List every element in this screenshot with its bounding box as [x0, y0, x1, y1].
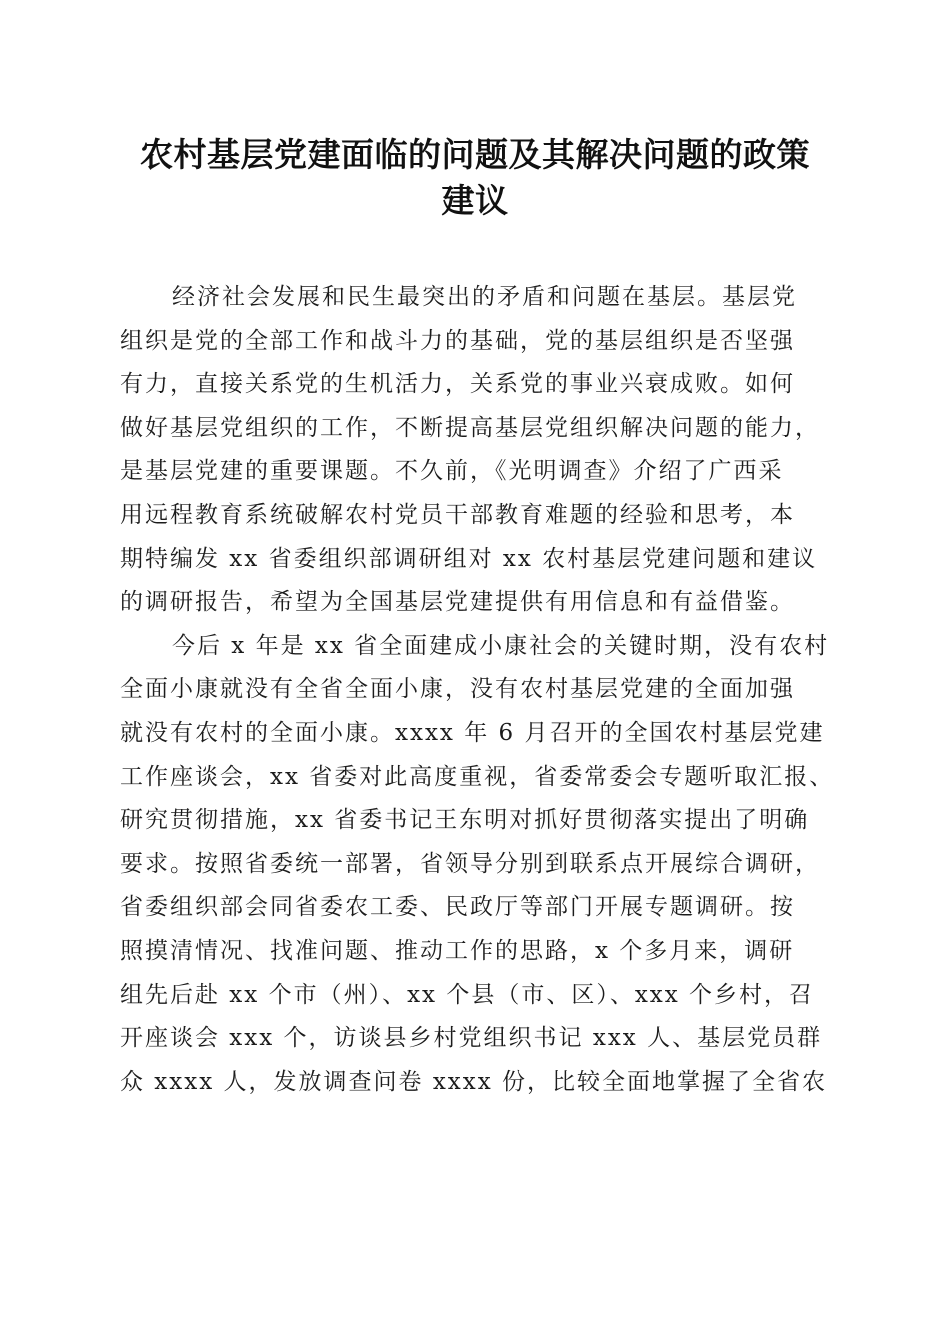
- text-line: 研究贯彻措施，xx 省委书记王东明对抓好贯彻落实提出了明确: [120, 807, 810, 834]
- text-line: 开座谈会 xxx 个，访谈县乡村党组织书记 xxx 人、基层党员群: [120, 1025, 823, 1052]
- text-line: 省委组织部会同省委农工委、民政厅等部门开展专题调研。按: [120, 894, 795, 921]
- paragraph-intro: [120, 276, 835, 625]
- text-line: 期特编发 xx 省委组织部调研组对 xx 农村基层党建问题和建议: [120, 545, 818, 572]
- text-line: 是基层党建的重要课题。不久前，《光明调查》介绍了广西采: [120, 458, 784, 485]
- paragraph-research: [120, 625, 835, 1105]
- title-line: 建议: [441, 181, 509, 220]
- title-line: 农村基层党建面临的问题及其解决问题的政策: [140, 135, 810, 174]
- text-line: 就没有农村的全面小康。xxxx 年 6 月召开的全国农村基层党建: [120, 719, 825, 746]
- text-line: 工作座谈会，xx 省委对此高度重视，省委常委会专题听取汇报、: [120, 763, 835, 790]
- text-line: 组先后赴 xx 个市（州）、xx 个县（市、区）、xxx 个乡村，召: [120, 981, 815, 1008]
- text-line: 的调研报告，希望为全国基层党建提供有用信息和有益借鉴。: [120, 589, 795, 616]
- text-line: 今后 x 年是 xx 省全面建成小康社会的关键时期，没有农村: [172, 632, 830, 659]
- text-line: 全面小康就没有全省全面小康，没有农村基层党建的全面加强: [120, 676, 795, 703]
- text-line: 众 xxxx 人，发放调查问卷 xxxx 份，比较全面地掌握了全省农: [120, 1068, 828, 1095]
- text-line: 做好基层党组织的工作，不断提高基层党组织解决问题的能力，: [120, 414, 820, 441]
- text-line: 照摸清情况、找准问题、推动工作的思路，x 个多月来，调研: [120, 937, 795, 964]
- text-line: 用远程教育系统破解农村党员干部教育难题的经验和思考，本: [120, 501, 795, 528]
- text-line: 经济社会发展和民生最突出的矛盾和问题在基层。基层党: [172, 284, 797, 310]
- text-line: 有力，直接关系党的生机活力，关系党的事业兴衰成败。如何: [120, 371, 795, 398]
- text-line: 要求。按照省委统一部署，省领导分别到联系点开展综合调研，: [120, 850, 820, 877]
- text-line: 组织是党的全部工作和战斗力的基础，党的基层组织是否坚强: [120, 327, 795, 354]
- document-body: [120, 276, 835, 1104]
- document-title: [100, 132, 850, 224]
